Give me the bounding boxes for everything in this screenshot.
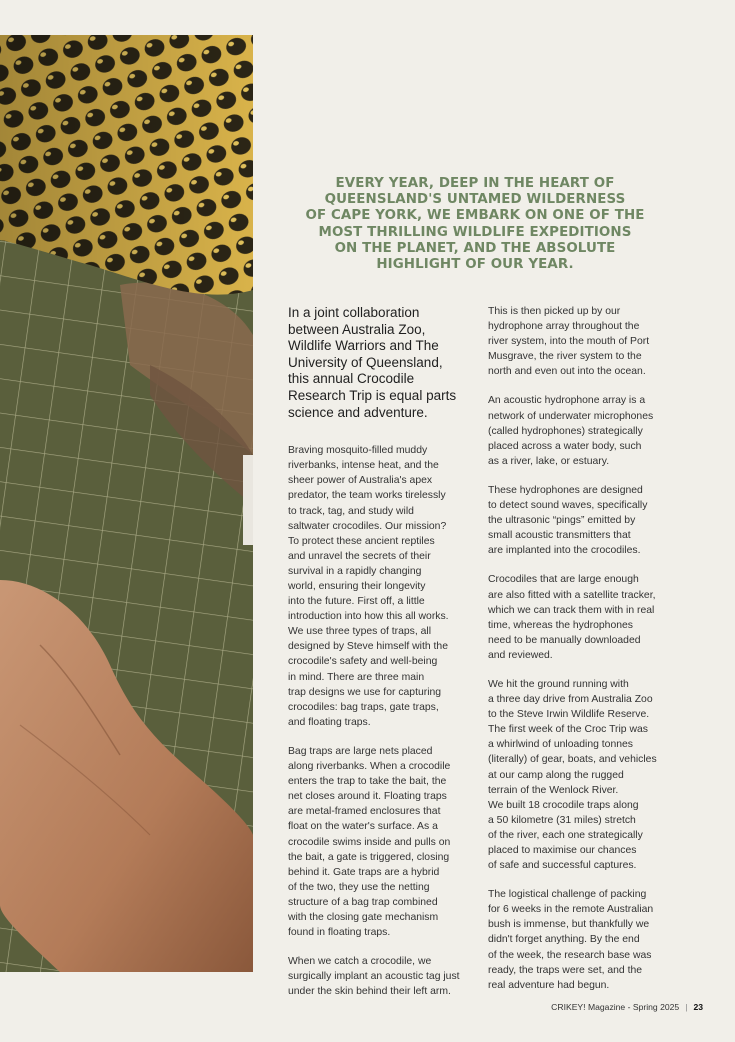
lead-line: University of Queensland, xyxy=(288,354,443,370)
body-line: crocodile swims inside and pulls on xyxy=(288,836,451,848)
body-line: in mind. There are three main xyxy=(288,671,425,683)
right-column xyxy=(488,304,673,1007)
body-line: An acoustic hydrophone array is a xyxy=(488,395,646,407)
body-line: crocodiles: bag traps, gate traps, xyxy=(288,701,439,713)
body-line: trap designs we use for capturing xyxy=(288,686,442,698)
body-line: This is then picked up by our xyxy=(488,306,621,317)
headline-line: EVERY YEAR, DEEP IN THE HEART OF xyxy=(335,176,615,191)
body-line: found in floating traps. xyxy=(288,927,391,939)
body-line: crocodile's safety and well-being xyxy=(288,656,438,668)
lead-line: In a joint collaboration xyxy=(288,305,420,320)
body-paragraph xyxy=(288,954,468,999)
body-line: predator, the team works tirelessly xyxy=(288,490,446,502)
body-line: at our camp along the rugged xyxy=(488,769,624,781)
body-line: behind it. Gate traps are a hybrid xyxy=(288,866,440,878)
body-line: into the future. First off, a little xyxy=(288,596,425,608)
body-line: We built 18 crocodile traps along xyxy=(488,799,639,811)
body-line: and unravel the secrets of their xyxy=(288,550,431,562)
body-line: structure of a bag trap combined xyxy=(288,896,438,908)
left-column xyxy=(288,305,468,1013)
body-line: under the skin behind their left arm. xyxy=(288,986,451,998)
body-line: (called hydrophones) strategically xyxy=(488,425,643,437)
body-paragraph xyxy=(488,677,673,873)
body-paragraph xyxy=(288,744,468,940)
body-line: designed by Steve himself with the xyxy=(288,641,448,653)
magazine-issue: CRIKEY! Magazine - Spring 2025 xyxy=(551,1002,680,1012)
body-line: along riverbanks. When a crocodile xyxy=(288,761,451,773)
body-line: a three day drive from Australia Zoo xyxy=(488,694,653,706)
headline-line: MOST THRILLING WILDLIFE EXPEDITIONS xyxy=(318,224,632,240)
body-paragraph xyxy=(488,887,673,993)
body-line: and floating traps. xyxy=(288,716,371,728)
body-line: need to be manually downloaded xyxy=(488,634,641,646)
body-line: riverbanks, intense heat, and the xyxy=(288,460,439,472)
body-line: Bag traps are large nets placed xyxy=(288,745,433,757)
body-line: world, ensuring their longevity xyxy=(288,581,426,592)
body-line: bush is immense, but thankfully we xyxy=(488,919,650,931)
body-paragraph xyxy=(488,483,673,558)
body-line: are implanted into the crocodiles. xyxy=(488,545,641,557)
body-line: Braving mosquito-filled muddy xyxy=(288,445,428,457)
body-paragraph xyxy=(488,572,673,663)
lead-line: Wildlife Warriors and The xyxy=(288,338,439,354)
body-paragraph xyxy=(488,304,673,379)
body-line: the ultrasonic “pings” emitted by xyxy=(488,515,636,527)
body-line: hydrophone array throughout the xyxy=(488,321,640,333)
body-line: and reviewed. xyxy=(488,649,553,661)
lead-line: Research Trip is equal parts xyxy=(288,387,457,403)
page-footer xyxy=(551,1002,703,1012)
body-line: a 50 kilometre (31 miles) stretch xyxy=(488,814,636,826)
body-line: enters the trap to take the bait, the xyxy=(288,776,447,788)
body-line: to the Steve Irwin Wildlife Reserve. xyxy=(488,709,650,721)
lead-line: this annual Crocodile xyxy=(288,371,415,387)
body-line: for 6 weeks in the remote Australian xyxy=(488,904,654,916)
body-line: which we can track them with in real xyxy=(488,604,655,616)
body-line: with the closing gate mechanism xyxy=(288,911,439,923)
body-line: ready, the traps were set, and the xyxy=(488,964,643,976)
footer-separator: | xyxy=(685,1002,688,1012)
crocodile-photo xyxy=(0,35,253,972)
body-line: placed across a water body, such xyxy=(488,440,642,452)
lead-line: between Australia Zoo, xyxy=(288,321,426,337)
headline-line: QUEENSLAND'S UNTAMED WILDERNESS xyxy=(324,192,626,208)
body-line: To protect these ancient reptiles xyxy=(288,535,435,547)
headline-line: HIGHLIGHT OF OUR YEAR. xyxy=(376,257,574,273)
body-line: (literally) of gear, boats, and vehicles xyxy=(488,754,657,766)
body-line: survival in a rapidly changing xyxy=(288,565,422,577)
body-line: of safe and successful captures. xyxy=(488,860,637,872)
body-line: saltwater crocodiles. Our mission? xyxy=(288,520,447,532)
body-line: surgically implant an acoustic tag just xyxy=(288,971,460,983)
body-line: didn't forget anything. By the end xyxy=(488,934,640,946)
body-line: river system, into the mouth of Port xyxy=(488,336,650,348)
body-line: We use three types of traps, all xyxy=(288,626,432,638)
body-line: of the two, they use the netting xyxy=(288,881,430,893)
body-line: to detect sound waves, specifically xyxy=(488,500,648,512)
body-line: sheer power of Australia's apex xyxy=(288,475,433,487)
body-line: real adventure had begun. xyxy=(488,979,610,991)
body-line: of the river, each one strategically xyxy=(488,829,643,841)
body-line: float on the water's surface. As a xyxy=(288,821,438,833)
headline-line: OF CAPE YORK, WE EMBARK ON ONE OF THE xyxy=(305,208,645,224)
body-line: as a river, lake, or estuary. xyxy=(488,455,610,467)
body-line: terrain of the Wenlock River. xyxy=(488,784,619,796)
body-line: introduction into how this all works. xyxy=(288,611,449,623)
body-line: time, whereas the hydrophones xyxy=(488,619,633,631)
body-paragraph xyxy=(288,443,468,730)
body-paragraph xyxy=(488,393,673,468)
body-line: to track, tag, and study wild xyxy=(288,505,414,517)
lead-line: science and adventure. xyxy=(288,404,428,420)
page-number: 23 xyxy=(693,1002,703,1012)
body-line: are metal-framed enclosures that xyxy=(288,806,441,818)
body-line: a whirlwind of unloading tonnes xyxy=(488,739,633,751)
body-line: The first week of the Croc Trip was xyxy=(488,724,648,736)
body-line: north and even out into the ocean. xyxy=(488,366,646,378)
body-line: small acoustic transmitters that xyxy=(488,530,631,542)
body-line: the bait, a gate is triggered, closing xyxy=(288,851,450,863)
body-line: Crocodiles that are large enough xyxy=(488,574,639,586)
body-line: of the week, the research base was xyxy=(488,949,652,961)
body-line: network of underwater microphones xyxy=(488,410,654,422)
body-line: net closes around it. Floating traps xyxy=(288,791,447,803)
body-line: We hit the ground running with xyxy=(488,678,629,690)
headline-line: ON THE PLANET, AND THE ABSOLUTE xyxy=(334,240,616,256)
body-line: The logistical challenge of packing xyxy=(488,889,647,901)
body-line: are also fitted with a satellite tracker, xyxy=(488,589,656,601)
body-line: When we catch a crocodile, we xyxy=(288,956,432,968)
body-line: placed to maximise our chances xyxy=(488,845,637,856)
body-line: These hydrophones are designed xyxy=(488,484,643,496)
pull-quote-headline xyxy=(290,176,660,273)
lead-paragraph xyxy=(288,305,468,421)
body-line: Musgrave, the river system to the xyxy=(488,351,642,363)
